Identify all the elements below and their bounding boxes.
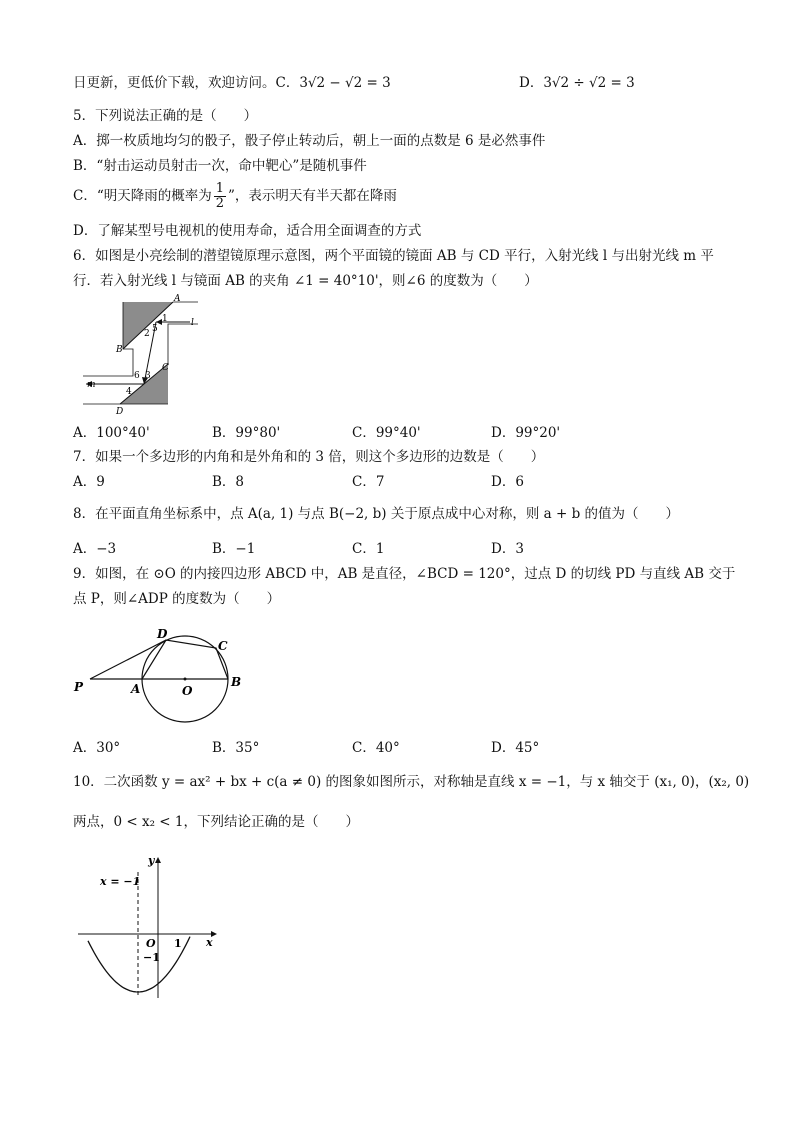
q9-label-p: P: [74, 680, 84, 694]
q9-option-d: D．45°: [491, 740, 540, 756]
q9-label-a: A: [131, 682, 141, 696]
q8-option-c: C．1: [352, 541, 385, 557]
top-option-d: D．3√2 ÷ √2 = 3: [519, 75, 635, 91]
q6-label-a: A: [174, 294, 181, 304]
q7-option-d: D．6: [491, 474, 524, 490]
q5-stem: 5．下列说法正确的是（ ）: [73, 108, 258, 124]
q8-stem: 8．在平面直角坐标系中，点 A(a, 1) 与点 B(−2, b) 关于原点成中心对称，则 a + b 的值为（ ）: [73, 506, 680, 522]
q6-option-d: D．99°20': [491, 425, 561, 441]
q6-angle-1: 1: [162, 314, 168, 324]
q8-option-d: D．3: [491, 541, 524, 557]
q9-line2: 点 P，则∠ADP 的度数为（ ）: [73, 591, 281, 607]
q9-label-o: O: [182, 684, 193, 698]
q9-option-b: B．35°: [212, 740, 260, 756]
q6-label-l: l: [191, 318, 194, 328]
q5-option-c-pre: C．“明天降雨的概率为: [73, 188, 212, 204]
q6-label-b: B: [116, 345, 123, 355]
q6-label-m: m: [87, 380, 96, 390]
q6-angle-3: 3: [145, 371, 151, 381]
q9-label-d: D: [157, 627, 168, 641]
q10-label-y: y: [148, 854, 155, 867]
q6-option-a: A．100°40': [73, 425, 150, 441]
q6-angle-5: 5: [152, 324, 158, 334]
q10-label-one: 1: [174, 937, 182, 950]
q10-label-o: O: [146, 937, 156, 950]
top-prefix: 日更新，更低价下载，欢迎访问。C．: [73, 75, 300, 91]
q10-parabola-figure: [74, 852, 224, 1002]
q6-label-d: D: [116, 407, 124, 417]
q8-option-b: B．−1: [212, 541, 256, 557]
q10-label-axis: x = −1: [100, 875, 141, 888]
q9-option-a: A．30°: [73, 740, 121, 756]
q9-label-b: B: [231, 675, 242, 689]
q6-angle-6: 6: [134, 371, 140, 381]
top-line: [73, 74, 391, 92]
top-option-c: 3√2 − √2 = 3: [299, 75, 391, 91]
q10-label-neg1: −1: [143, 951, 160, 964]
q6-line1: 6．如图是小亮绘制的潜望镜原理示意图，两个平面镜的镜面 AB 与 CD 平行，入射光线 l 与出射光线 m 平: [73, 248, 714, 264]
q5-option-c: [73, 182, 397, 211]
q7-option-c: C．7: [352, 474, 385, 490]
q5-option-d: D．了解某型号电视机的使用寿命，适合用全面调查的方式: [73, 223, 422, 239]
q8-option-a: A．−3: [73, 541, 117, 557]
q7-option-b: B．8: [212, 474, 245, 490]
q10-line2: 两点，0 < x₂ < 1，下列结论正确的是（ ）: [73, 814, 359, 830]
q5-fraction-num: 1: [215, 181, 225, 196]
q10-line1: 10．二次函数 y = ax² + bx + c(a ≠ 0) 的图象如图所示，对称轴是直线 x = −1，与 x 轴交于 (x₁, 0)，(x₂, 0): [73, 774, 750, 790]
q10-label-x: x: [206, 936, 213, 949]
q6-periscope-figure: [78, 294, 208, 418]
q6-label-c: C: [162, 363, 169, 373]
q6-tube-right: [168, 324, 198, 364]
q5-option-a: A．掷一枚质地均匀的骰子，骰子停止转动后，朝上一面的点数是 6 是必然事件: [73, 133, 546, 149]
q5-option-c-post: ”，表示明天有半天都在降雨: [228, 188, 397, 204]
q7-option-a: A．9: [73, 474, 105, 490]
q9-label-c: C: [218, 639, 228, 653]
q5-fraction-den: 2: [215, 196, 225, 211]
q6-angle-4: 4: [126, 387, 132, 397]
q5-fraction: [214, 182, 226, 211]
q9-center-dot: [184, 678, 187, 681]
q9-circle-figure: [70, 620, 260, 732]
q6-option-c: C．99°40': [352, 425, 421, 441]
q7-stem: 7．如果一个多边形的内角和是外角和的 3 倍，则这个多边形的边数是（ ）: [73, 449, 545, 465]
q9-option-c: C．40°: [352, 740, 400, 756]
q6-option-b: B．99°80': [212, 425, 281, 441]
q6-angle-2: 2: [144, 329, 150, 339]
q5-option-b: B．“射击运动员射击一次，命中靶心”是随机事件: [73, 158, 367, 174]
q9-line1: 9．如图，在 ⊙O 的内接四边形 ABCD 中，AB 是直径，∠BCD = 120°，过点 D 的切线 PD 与直线 AB 交于: [73, 566, 736, 582]
q6-line2: 行．若入射光线 l 与镜面 AB 的夹角 ∠1 = 40°10'，则∠6 的度数为（ ）: [73, 273, 538, 289]
